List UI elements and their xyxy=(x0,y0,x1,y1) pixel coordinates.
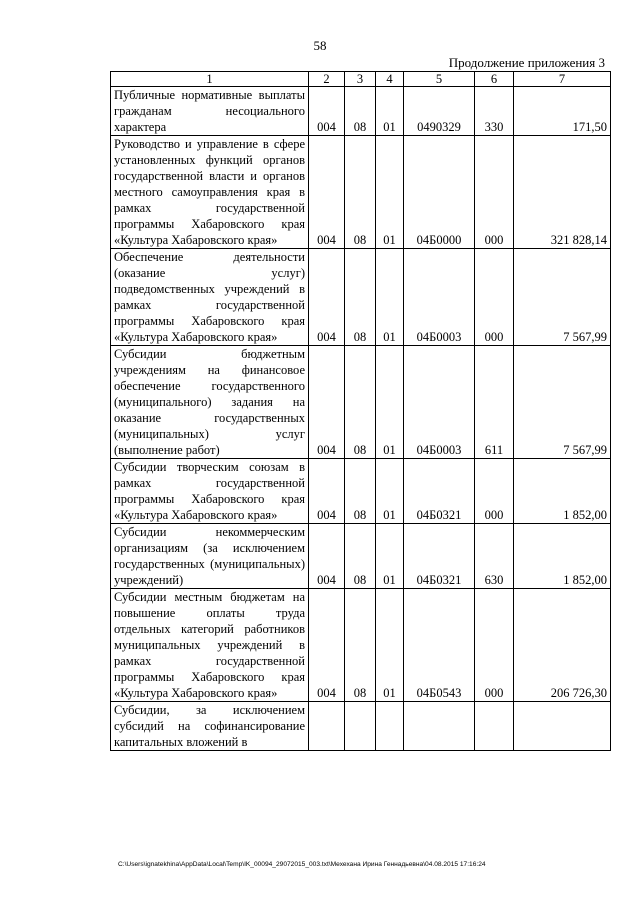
cell-col4: 01 xyxy=(376,87,404,136)
cell-col5: 04Б0321 xyxy=(404,524,475,589)
cell-col4: 01 xyxy=(376,589,404,702)
cell-col6: 611 xyxy=(475,346,514,459)
cell-col3: 08 xyxy=(345,346,376,459)
cell-col5: 0490329 xyxy=(404,87,475,136)
row-name: Субсидии, за исключением субсидий на софинансирование капитальных вложений в xyxy=(111,702,309,751)
cell-col6: 000 xyxy=(475,249,514,346)
cell-col3 xyxy=(345,702,376,751)
cell-amount: 1 852,00 xyxy=(514,524,611,589)
cell-col3: 08 xyxy=(345,589,376,702)
row-name: Субсидии некоммерческим организациям (за исключением государственных (муниципальных) учреждений) xyxy=(111,524,309,589)
cell-amount xyxy=(514,702,611,751)
cell-col5: 04Б0003 xyxy=(404,346,475,459)
cell-amount: 7 567,99 xyxy=(514,346,611,459)
cell-amount: 7 567,99 xyxy=(514,249,611,346)
header-cell: 3 xyxy=(345,72,376,87)
continuation-note: Продолжение приложения 3 xyxy=(448,55,605,70)
cell-col2: 004 xyxy=(309,249,345,346)
cell-col4: 01 xyxy=(376,459,404,524)
cell-col5: 04Б0543 xyxy=(404,589,475,702)
cell-col3: 08 xyxy=(345,459,376,524)
budget-table xyxy=(110,71,611,751)
header-cell: 5 xyxy=(404,72,475,87)
cell-col3: 08 xyxy=(345,87,376,136)
cell-col3: 08 xyxy=(345,524,376,589)
header-cell: 6 xyxy=(475,72,514,87)
cell-col2: 004 xyxy=(309,589,345,702)
cell-col6: 630 xyxy=(475,524,514,589)
cell-col5: 04Б0003 xyxy=(404,249,475,346)
row-name: Публичные нормативные выплаты гражданам несоциального характера xyxy=(111,87,309,136)
cell-amount: 206 726,30 xyxy=(514,589,611,702)
header-cell: 2 xyxy=(309,72,345,87)
cell-col5: 04Б0000 xyxy=(404,136,475,249)
cell-col5 xyxy=(404,702,475,751)
cell-col4: 01 xyxy=(376,524,404,589)
cell-col2: 004 xyxy=(309,87,345,136)
header-cell: 7 xyxy=(514,72,611,87)
header-cell: 1 xyxy=(111,72,309,87)
cell-amount: 171,50 xyxy=(514,87,611,136)
cell-col3: 08 xyxy=(345,249,376,346)
table-row xyxy=(111,524,611,589)
cell-col6: 330 xyxy=(475,87,514,136)
cell-col4 xyxy=(376,702,404,751)
header-row xyxy=(111,72,611,87)
cell-col3: 08 xyxy=(345,136,376,249)
page-number: 58 xyxy=(313,38,327,53)
cell-col4: 01 xyxy=(376,249,404,346)
table-row xyxy=(111,702,611,751)
cell-col6: 000 xyxy=(475,136,514,249)
row-name: Обеспечение деятельности (оказание услуг) подведомственных учреждений в рамках государственной программы Хабаровского края «Культура Хабаровского края» xyxy=(111,249,309,346)
row-name: Руководство и управление в сфере установленных функций органов государственной власти и органов местного самоуправления края в рамках государственной программы Хабаровского края «Культура Хабаровского края» xyxy=(111,136,309,249)
row-name: Субсидии бюджетным учреждениям на финансовое обеспечение государственного (муниципального) задания на оказание государственных (муниципальных) услуг (выполнение работ) xyxy=(111,346,309,459)
header-cell: 4 xyxy=(376,72,404,87)
cell-col2: 004 xyxy=(309,136,345,249)
cell-col2: 004 xyxy=(309,346,345,459)
cell-col4: 01 xyxy=(376,136,404,249)
table-row xyxy=(111,589,611,702)
row-name: Субсидии местным бюджетам на повышение оплаты труда отдельных категорий работников муниципальных учреждений в рамках государственной программы Хабаровского края «Культура Хабаровского края» xyxy=(111,589,309,702)
table-row xyxy=(111,459,611,524)
row-name: Субсидии творческим союзам в рамках государственной программы Хабаровского края «Культура Хабаровского края» xyxy=(111,459,309,524)
table-row xyxy=(111,346,611,459)
cell-col2 xyxy=(309,702,345,751)
table-row xyxy=(111,87,611,136)
table-row xyxy=(111,136,611,249)
cell-col5: 04Б0321 xyxy=(404,459,475,524)
table-row xyxy=(111,249,611,346)
file-path-footer: C:\Users\ignatekhina\AppData\Local\Temp\IK_00094_29072015_003.txt\Мехеханa Ирина Геннадьевна\04.08.2015 17:16:24 xyxy=(118,861,486,868)
cell-amount: 321 828,14 xyxy=(514,136,611,249)
cell-col2: 004 xyxy=(309,524,345,589)
cell-col4: 01 xyxy=(376,346,404,459)
cell-col6: 000 xyxy=(475,589,514,702)
cell-col6: 000 xyxy=(475,459,514,524)
cell-amount: 1 852,00 xyxy=(514,459,611,524)
cell-col6 xyxy=(475,702,514,751)
cell-col2: 004 xyxy=(309,459,345,524)
